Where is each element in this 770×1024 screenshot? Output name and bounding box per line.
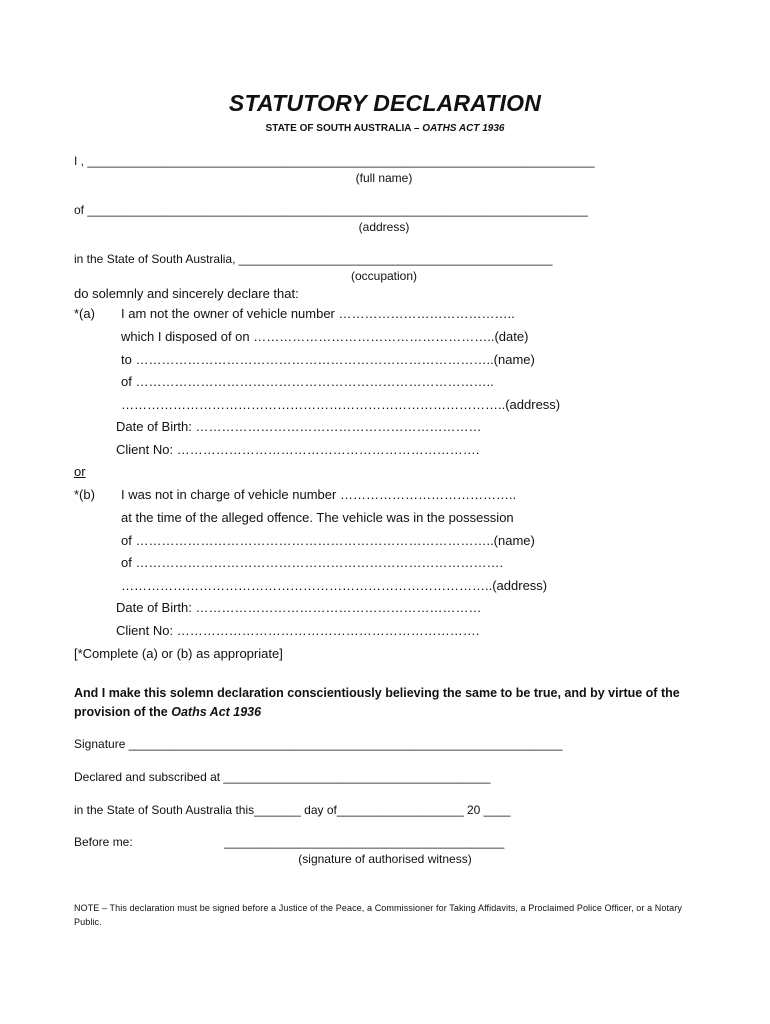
- option-b-possession-text: at the time of the alleged offence. The vehicle was in the possession: [121, 510, 514, 525]
- option-b-marker: *(b): [74, 487, 95, 502]
- witness-caption: (signature of authorised witness): [298, 852, 472, 866]
- option-b-client-field[interactable]: Client No: …………………………………………………………….: [116, 623, 480, 638]
- option-a-name-field[interactable]: to ………………………………………………………………………..(name): [121, 352, 535, 367]
- option-a-marker: *(a): [74, 306, 95, 321]
- declaration-text: And I make this solemn declaration conscientiously believing the same to be true, and by virtue of the provision of the: [74, 686, 680, 719]
- occupation-caption: (occupation): [350, 269, 418, 283]
- option-a-dob-field[interactable]: Date of Birth: …………………………………………………………: [116, 419, 482, 434]
- declared-at-field[interactable]: Declared and subscribed at ________________________________________: [74, 770, 491, 784]
- page-subtitle: [0, 123, 770, 134]
- option-a-client-field[interactable]: Client No: …………………………………………………………….: [116, 442, 480, 457]
- address-caption: (address): [358, 220, 410, 234]
- footer-note: NOTE – This declaration must be signed before a Justice of the Peace, a Commissioner for Taking Affidavits, a Proclaimed Police Officer, or a Notary Public.: [74, 903, 682, 927]
- option-a-vehicle-field[interactable]: I am not the owner of vehicle number …………………………………..: [121, 306, 515, 321]
- witness-signature-field[interactable]: __________________________________________: [224, 835, 505, 849]
- option-b-address-field[interactable]: …………………………………………………………………………..(address): [121, 578, 548, 593]
- declaration-paragraph: [74, 684, 714, 722]
- before-me-label: Before me:: [74, 835, 133, 849]
- option-a-date-field[interactable]: which I disposed of on ………………………………………………..(date): [121, 329, 529, 344]
- full-name-field[interactable]: I , ____________________________________________________________________________: [74, 154, 595, 168]
- declaration-act: Oaths Act 1936: [171, 705, 262, 719]
- complete-note: [*Complete (a) or (b) as appropriate]: [74, 646, 283, 661]
- signature-field[interactable]: Signature _________________________________________________________________: [74, 737, 563, 751]
- option-b-name-field[interactable]: of ………………………………………………………………………..(name): [121, 533, 535, 548]
- subtitle-act: OATHS ACT 1936: [422, 123, 505, 134]
- occupation-field[interactable]: in the State of South Australia, _______________________________________________: [74, 252, 553, 266]
- option-a-of-field[interactable]: of ………………………………………………………………………..: [121, 374, 494, 389]
- full-name-caption: (full name): [355, 171, 413, 185]
- declare-intro: do solemnly and sincerely declare that:: [74, 286, 299, 301]
- or-label: or: [74, 464, 86, 479]
- option-b-dob-field[interactable]: Date of Birth: …………………………………………………………: [116, 600, 482, 615]
- option-b-of-field[interactable]: of ………………………………………………………………………….: [121, 555, 504, 570]
- option-b-vehicle-field[interactable]: I was not in charge of vehicle number …………………………………..: [121, 487, 517, 502]
- page-title: STATUTORY DECLARATION: [228, 90, 542, 116]
- option-a-address-field[interactable]: ……………………………………………………………………………..(address): [121, 397, 561, 412]
- declaration-date-field[interactable]: in the State of South Australia this_______ day of___________________ 20 ____: [74, 803, 511, 817]
- address-field[interactable]: of ___________________________________________________________________________: [74, 203, 588, 217]
- subtitle-state: STATE OF SOUTH AUSTRALIA –: [265, 123, 423, 134]
